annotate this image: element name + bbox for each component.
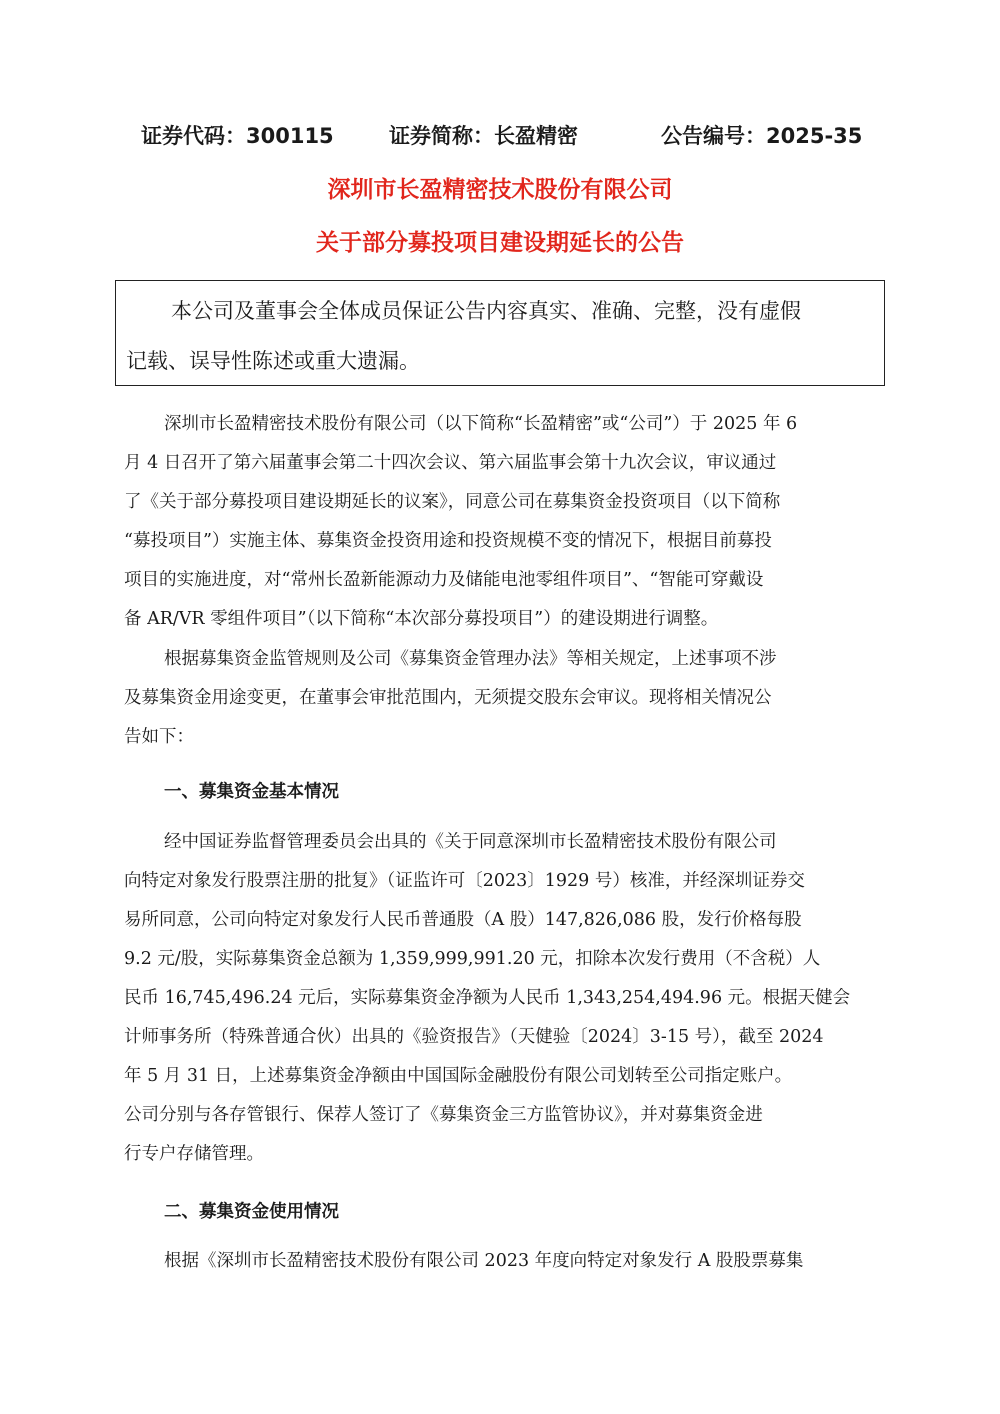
para1-line: 备 AR/VR 零组件项目”（以下简称“本次部分募投项目”）的建设期进行调整。 [124, 609, 719, 629]
section1-line: 年 5 月 31 日，上述募集资金净额由中国国际金融股份有限公司划转至公司指定账户。 [124, 1066, 793, 1086]
disclaimer-line: 本公司及董事会全体成员保证公告内容真实、准确、完整，没有虚假 [171, 299, 801, 323]
disclaimer-line: 记载、误导性陈述或重大遗漏。 [126, 349, 420, 373]
para2-line: 根据募集资金监管规则及公司《募集资金管理办法》等相关规定，上述事项不涉 [164, 649, 777, 669]
para1-line: “募投项目”）实施主体、募集资金投资用途和投资规模不变的情况下，根据目前募投 [124, 531, 772, 551]
section-heading: 二、募集资金使用情况 [164, 1202, 339, 1222]
para2-line: 告如下： [124, 727, 194, 747]
section1-line: 行专户存储管理。 [124, 1144, 264, 1164]
document-header [0, 120, 1000, 154]
section1-line: 计师事务所（特殊普通合伙）出具的《验资报告》（天健验〔2024〕3-15 号），截至 2024 [124, 1027, 824, 1047]
para1-line: 项目的实施进度，对“常州长盈新能源动力及储能电池零组件项目”、“智能可穿戴设 [124, 570, 764, 590]
announcement-number: 公告编号：2025-35 [661, 124, 863, 148]
section1-line: 经中国证券监督管理委员会出具的《关于同意深圳市长盈精密技术股份有限公司 [164, 832, 777, 852]
para1-line: 深圳市长盈精密技术股份有限公司（以下简称“长盈精密”或“公司”）于 2025 年 6 [164, 414, 798, 434]
section1-line: 向特定对象发行股票注册的批复》（证监许可〔2023〕1929 号）核准，并经深圳证券交 [124, 871, 805, 891]
section1-line: 9.2 元/股，实际募集资金总额为 1,359,999,991.20 元，扣除本次发行费用（不含税）人 [124, 949, 821, 969]
announcement-title: 关于部分募投项目建设期延长的公告 [316, 230, 684, 256]
company-title: 深圳市长盈精密技术股份有限公司 [327, 177, 673, 203]
stock-short-name: 证券简称：长盈精密 [389, 124, 578, 148]
disclaimer-box [115, 280, 885, 386]
section1-line: 民币 16,745,496.24 元后，实际募集资金净额为人民币 1,343,254,494.96 元。根据天健会 [124, 988, 851, 1008]
section-heading: 一、募集资金基本情况 [164, 782, 339, 802]
para1-line: 月 4 日召开了第六届董事会第二十四次会议、第六届监事会第十九次会议，审议通过 [124, 453, 777, 473]
stock-code: 证券代码：300115 [141, 124, 334, 148]
section1-line: 公司分别与各存管银行、保荐人签订了《募集资金三方监管协议》，并对募集资金进 [124, 1105, 763, 1125]
section2-line: 根据《深圳市长盈精密技术股份有限公司 2023 年度向特定对象发行 A 股股票募集 [164, 1251, 804, 1271]
para2-line: 及募集资金用途变更，在董事会审批范围内，无须提交股东会审议。现将相关情况公 [124, 688, 772, 708]
para1-line: 了《关于部分募投项目建设期延长的议案》，同意公司在募集资金投资项目（以下简称 [124, 492, 781, 512]
section1-line: 易所同意，公司向特定对象发行人民币普通股（A 股）147,826,086 股，发行价格每股 [124, 910, 802, 930]
